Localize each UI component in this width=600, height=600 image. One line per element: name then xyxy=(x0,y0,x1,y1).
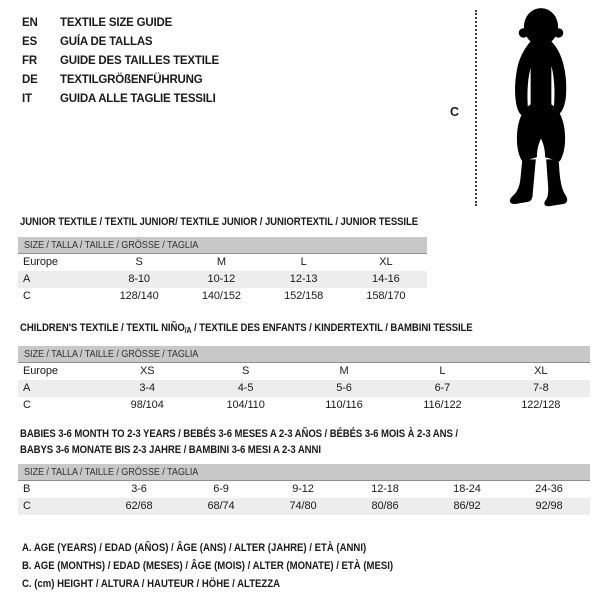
age-cell: 12-13 xyxy=(289,273,318,285)
footnote-b: B. AGE (MONTHS) / EDAD (MESES) / ÂGE (MOIS) / ALTER (MONATE) / ETÀ (MESI) xyxy=(22,560,394,572)
section-title-junior: JUNIOR TEXTILE / TEXTIL JUNIOR/ TEXTILE JUNIOR / JUNIORTEXTIL / JUNIOR TESSILE xyxy=(20,216,419,228)
table-row xyxy=(18,288,427,305)
height-cell: 140/152 xyxy=(201,290,241,302)
size-cell: XL xyxy=(379,256,393,268)
size-cell: M xyxy=(339,365,349,377)
table-row xyxy=(18,397,590,414)
height-measure-dotted-line xyxy=(475,10,477,206)
language-title: GUIDA ALLE TAGLIE TESSILI xyxy=(60,92,216,105)
age-cell: 10-12 xyxy=(207,273,236,285)
age-cell: 5-6 xyxy=(336,382,352,394)
height-cell: 80/86 xyxy=(371,500,399,512)
table-row xyxy=(18,254,427,271)
table-row xyxy=(18,498,590,515)
row-label: A xyxy=(23,382,31,394)
size-cell: S xyxy=(135,256,143,268)
height-cell: 98/104 xyxy=(130,399,164,411)
age-cell: 3-4 xyxy=(139,382,155,394)
height-cell: 128/140 xyxy=(119,290,159,302)
language-title: TEXTILE SIZE GUIDE xyxy=(60,16,173,29)
height-cell: 62/68 xyxy=(125,500,153,512)
age-cell: 9-12 xyxy=(292,483,314,495)
height-cell: 110/116 xyxy=(325,399,363,411)
height-cell: 68/74 xyxy=(207,500,235,512)
height-cell: 158/170 xyxy=(366,290,406,302)
footnote-c: C. (cm) HEIGHT / ALTURA / HAUTEUR / HÖHE / ALTEZZA xyxy=(22,578,281,590)
language-row-fr xyxy=(22,51,219,70)
age-cell: 7-8 xyxy=(532,382,549,394)
language-code: DE xyxy=(22,73,38,86)
language-code: ES xyxy=(22,35,37,48)
language-row-it xyxy=(22,89,219,108)
size-cell: L xyxy=(439,365,446,377)
table-row xyxy=(18,481,590,498)
table-row xyxy=(18,271,427,288)
language-list xyxy=(22,13,219,108)
size-cell: XL xyxy=(534,365,548,377)
language-row-de xyxy=(22,70,219,89)
age-cell: 4-5 xyxy=(237,382,254,394)
language-title: GUÍA DE TALLAS xyxy=(60,35,153,48)
table-row xyxy=(18,380,590,397)
age-cell: 6-7 xyxy=(434,382,451,394)
age-cell: 14-16 xyxy=(372,273,400,285)
height-measure-label: C xyxy=(450,105,460,119)
language-title: GUIDE DES TAILLES TEXTILE xyxy=(60,54,219,67)
age-cell: 3-6 xyxy=(131,483,147,495)
height-cell: 86/92 xyxy=(453,500,481,512)
junior-size-table xyxy=(18,237,427,305)
table-header-size: SIZE / TALLA / TAILLE / GRÖSSE / TAGLIA xyxy=(18,237,427,254)
row-label: A xyxy=(23,273,31,285)
language-code: EN xyxy=(22,16,38,29)
language-code: FR xyxy=(22,54,37,67)
baby-silhouette xyxy=(487,6,595,208)
children-size-table xyxy=(18,346,590,414)
height-cell: 104/110 xyxy=(226,399,265,411)
age-cell: 24-36 xyxy=(535,483,563,495)
age-cell: 6-9 xyxy=(213,483,229,495)
row-label: C xyxy=(23,500,31,512)
language-title: TEXTILGRÖßENFÜHRUNG xyxy=(60,73,203,86)
language-row-es xyxy=(22,32,219,51)
footnote-a: A. AGE (YEARS) / EDAD (AÑOS) / ÂGE (ANS) / ALTER (JAHRE) / ETÀ (ANNI) xyxy=(22,542,367,554)
size-cell: S xyxy=(241,365,250,377)
row-label: B xyxy=(23,483,31,495)
language-row-en xyxy=(22,13,219,32)
legend-footnotes xyxy=(22,539,449,593)
size-cell: M xyxy=(216,256,226,268)
section-title-children: CHILDREN'S TEXTILE / TEXTIL $NIÑO_{/A}$ / TEXTILE DES ENFANTS / KINDERTEXTIL / BAMBINI TESSILE xyxy=(20,322,473,335)
size-cell: XS xyxy=(139,365,155,377)
table-header-size: SIZE / TALLA / TAILLE / GRÖSSE / TAGLIA xyxy=(18,346,590,363)
row-label: C xyxy=(23,290,31,302)
row-label: Europe xyxy=(23,365,58,377)
table-header-size: SIZE / TALLA / TAILLE / GRÖSSE / TAGLIA xyxy=(18,464,590,481)
babies-size-table xyxy=(18,464,590,515)
age-cell: 12-18 xyxy=(371,483,399,495)
age-cell: 18-24 xyxy=(453,483,481,495)
size-cell: L xyxy=(300,256,307,268)
height-cell: 74/80 xyxy=(289,500,317,512)
age-cell: 8-10 xyxy=(128,273,150,285)
height-cell: 152/158 xyxy=(284,290,324,302)
height-cell: 116/122 xyxy=(423,399,462,411)
section-title-babies: BABIES 3-6 MONTH TO 2-3 YEARS / BEBÉS 3-6 MESES A 2-3 AÑOS / BÉBÉS 3-6 MOIS À 2-3 ANS / BABYS 3-6 MONATE BIS 2-3 JAHRE / BAMBINI 3-6 MESI A 2-3 ANNI xyxy=(20,428,458,456)
row-label: C xyxy=(23,399,31,411)
row-label: Europe xyxy=(23,256,58,268)
height-cell: 92/98 xyxy=(535,500,563,512)
height-cell: 122/128 xyxy=(521,399,561,411)
language-code: IT xyxy=(22,92,32,105)
table-row xyxy=(18,363,590,380)
